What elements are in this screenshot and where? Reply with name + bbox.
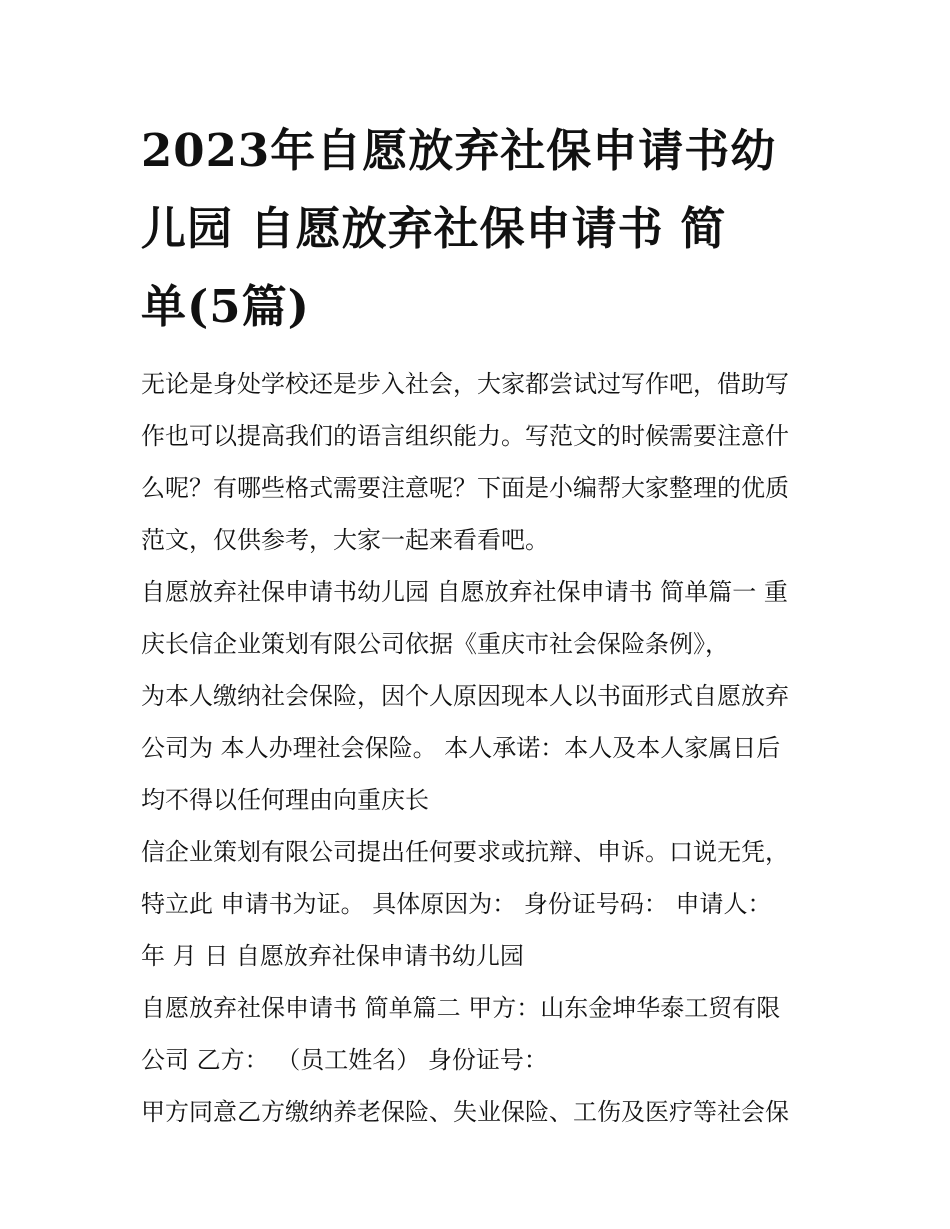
- body-line: 公司 乙方： （员工姓名） 身份证号：: [141, 1046, 548, 1074]
- body-line: 庆长信企业策划有限公司依据《重庆市社会保险条例》，: [141, 630, 729, 658]
- title-line: 儿园 自愿放弃社保申请书 简: [141, 202, 727, 255]
- body-line: 范文，仅供参考，大家一起来看看吧。: [141, 526, 549, 554]
- body-line: 年 月 日 自愿放弃社保申请书幼儿园: [141, 942, 524, 970]
- title-line: 单(5篇): [141, 280, 310, 333]
- body-line: 特立此 申请书为证。 具体原因为： 身份证号码： 申请人：: [141, 890, 772, 918]
- title-line: 2023年自愿放弃社保申请书幼: [141, 124, 777, 177]
- body-line: 自愿放弃社保申请书 简单篇二 甲方：山东金坤华泰工贸有限: [141, 994, 781, 1022]
- body-line: 为本人缴纳社会保险，因个人原因现本人以书面形式自愿放弃: [141, 682, 789, 710]
- document-title: [141, 112, 821, 346]
- body-line: 么呢？有哪些格式需要注意呢？下面是小编帮大家整理的优质: [141, 474, 789, 502]
- body-line: 信企业策划有限公司提出任何要求或抗辩、申诉。口说无凭，: [141, 838, 789, 866]
- body-line: 自愿放弃社保申请书幼儿园 自愿放弃社保申请书 简单篇一 重: [141, 578, 788, 606]
- body-line: 均不得以任何理由向重庆长: [141, 786, 429, 814]
- body-line: 甲方同意乙方缴纳养老保险、失业保险、工伤及医疗等社会保: [141, 1098, 789, 1126]
- body-line: 无论是身处学校还是步入社会，大家都尝试过写作吧，借助写: [141, 370, 789, 398]
- body-line: 公司为 本人办理社会保险。 本人承诺：本人及本人家属日后: [141, 734, 781, 762]
- body-line: 作也可以提高我们的语言组织能力。写范文的时候需要注意什: [141, 422, 789, 450]
- document-body: [141, 358, 821, 1138]
